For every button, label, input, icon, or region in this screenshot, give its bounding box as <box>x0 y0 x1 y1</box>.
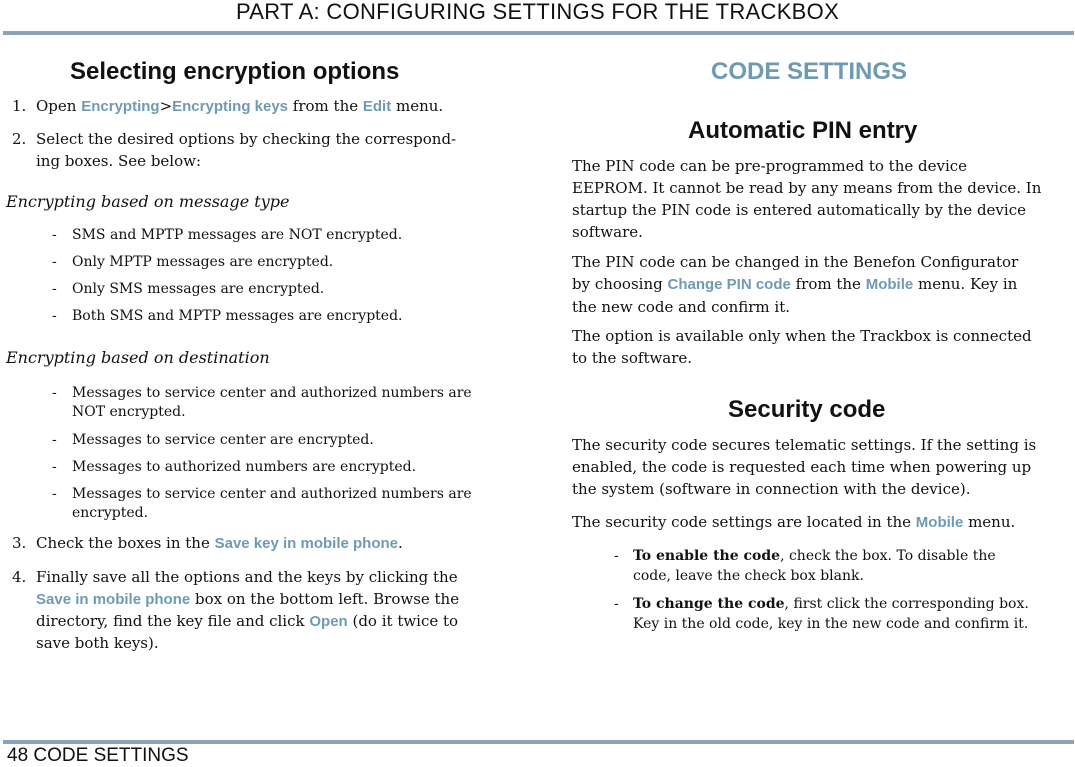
dash: - <box>52 227 57 243</box>
save-in-mobile-phone-link[interactable]: Save in mobile phone <box>36 591 191 608</box>
pin-paragraph-3 <box>572 325 1032 369</box>
list-item-text: , first click the corresponding box. <box>784 596 1029 612</box>
text-line: to the software. <box>572 349 693 367</box>
step-1-post: menu. <box>391 97 444 115</box>
list-item <box>52 226 403 253</box>
list-item-text: Messages to service center and authorized numbers are <box>72 486 472 502</box>
change-pin-code-link[interactable]: Change PIN code <box>667 276 791 293</box>
list-item-text: , check the box. To disable the <box>780 548 996 564</box>
open-link[interactable]: Open <box>309 613 348 630</box>
menu-encrypting-link[interactable]: Encrypting <box>81 98 160 115</box>
page-title: CODE SETTINGS <box>711 58 908 85</box>
list-item-text: Messages to service center and authorized numbers are <box>72 385 472 401</box>
list-item <box>614 595 1029 643</box>
list-item <box>52 253 334 280</box>
text-line: startup the PIN code is entered automatically by the device <box>572 201 1026 219</box>
list-item <box>52 307 403 334</box>
mobile-menu-link[interactable]: Mobile <box>865 276 914 293</box>
mobile-menu-link[interactable]: Mobile <box>915 514 964 531</box>
step-4-line3-post: (do it twice to <box>347 612 459 630</box>
step-1-mid: from the <box>288 97 363 115</box>
text-line: EEPROM. It cannot be read by any means from the device. In <box>572 179 1042 197</box>
text-line: enabled, the code is requested each time when powering up <box>572 458 1032 476</box>
text-line: the system (software in connection with the device). <box>572 480 971 498</box>
step-2-number: 2. <box>12 130 27 148</box>
dash: - <box>614 548 619 564</box>
subheading-message-type: Encrypting based on message type <box>6 192 290 211</box>
text-line: The PIN code can be pre-programmed to the device <box>572 157 968 175</box>
list-item <box>52 431 374 458</box>
step-3 <box>12 532 403 554</box>
text-line: by choosing <box>572 275 668 293</box>
step-4 <box>12 566 460 652</box>
list-item <box>614 547 996 595</box>
step-1-pre: Open <box>36 97 82 115</box>
list-item <box>52 485 472 525</box>
step-1 <box>12 95 512 117</box>
pin-paragraph-2 <box>572 251 1018 318</box>
security-list <box>614 547 1029 643</box>
text-line: The option is available only when the Trackbox is connected <box>572 327 1032 345</box>
menu-separator: > <box>159 97 173 115</box>
menu-edit-link[interactable]: Edit <box>362 98 392 115</box>
change-code-label: To change the code <box>633 596 785 612</box>
text-line: the new code and confirm it. <box>572 298 790 316</box>
section-heading-security: Security code <box>728 396 886 423</box>
step-2-line1: Select the desired options by checking the correspond- <box>36 130 457 148</box>
step-2 <box>12 128 512 170</box>
page-footer: 48 CODE SETTINGS <box>7 745 189 766</box>
text-line: menu. <box>963 513 1016 531</box>
dash: - <box>52 459 57 475</box>
section-heading-encryption: Selecting encryption options <box>70 58 400 85</box>
text-line: from the <box>790 275 866 293</box>
list-item-text-cont: encrypted. <box>72 505 149 521</box>
list-item-text: SMS and MPTP messages are NOT encrypted. <box>72 227 403 243</box>
text-line: menu. Key in <box>913 275 1018 293</box>
dash: - <box>52 486 57 502</box>
list-item <box>52 384 472 431</box>
list-item-text: Only MPTP messages are encrypted. <box>72 254 334 270</box>
page-header: PART A: CONFIGURING SETTINGS FOR THE TRACKBOX <box>235 0 840 24</box>
dash: - <box>614 596 619 612</box>
dash: - <box>52 385 57 401</box>
step-3-pre: Check the boxes in the <box>36 534 215 552</box>
dash: - <box>52 308 57 324</box>
subheading-destination: Encrypting based on destination <box>6 348 270 367</box>
list-item-text-cont: Key in the old code, key in the new code and confirm it. <box>633 616 1029 632</box>
list-item <box>52 280 325 307</box>
security-paragraph-2 <box>572 511 1015 534</box>
save-key-in-mobile-phone-link[interactable]: Save key in mobile phone <box>214 535 399 552</box>
text-line: The security code secures telematic settings. If the setting is <box>572 436 1037 454</box>
list-item-text: Messages to service center are encrypted. <box>72 432 374 448</box>
step-3-post: . <box>398 534 403 552</box>
list-message-type <box>52 226 403 334</box>
text-line: The PIN code can be changed in the Benefon Configurator <box>572 253 1019 271</box>
enable-code-label: To enable the code <box>633 548 781 564</box>
list-item-text-cont: NOT encrypted. <box>72 404 186 420</box>
section-heading-pin: Automatic PIN entry <box>688 117 918 144</box>
list-item <box>52 458 417 485</box>
list-item-text: Both SMS and MPTP messages are encrypted. <box>72 308 403 324</box>
menu-encrypting-keys-link[interactable]: Encrypting keys <box>172 98 289 115</box>
step-4-line3-pre: directory, find the key file and click <box>36 612 310 630</box>
list-destination <box>52 384 472 525</box>
dash: - <box>52 254 57 270</box>
header-rule <box>3 31 1074 35</box>
text-line: software. <box>572 223 643 241</box>
pin-paragraph-1 <box>572 155 1041 243</box>
list-item-text: Messages to authorized numbers are encrypted. <box>72 459 417 475</box>
list-item-text: Only SMS messages are encrypted. <box>72 281 325 297</box>
step-3-number: 3. <box>12 534 27 552</box>
security-paragraph-1 <box>572 434 1036 500</box>
list-item-text-cont: code, leave the check box blank. <box>633 568 864 584</box>
footer-rule <box>3 740 1074 744</box>
text-line: The security code settings are located in the <box>572 513 916 531</box>
step-4-line1: Finally save all the options and the keys by clicking the <box>36 568 458 586</box>
step-4-number: 4. <box>12 568 27 586</box>
step-2-line2: ing boxes. See below: <box>36 152 202 170</box>
dash: - <box>52 432 57 448</box>
step-4-line2: box on the bottom left. Browse the <box>190 590 460 608</box>
step-1-number: 1. <box>12 97 27 115</box>
step-4-line4: save both keys). <box>36 634 159 652</box>
dash: - <box>52 281 57 297</box>
